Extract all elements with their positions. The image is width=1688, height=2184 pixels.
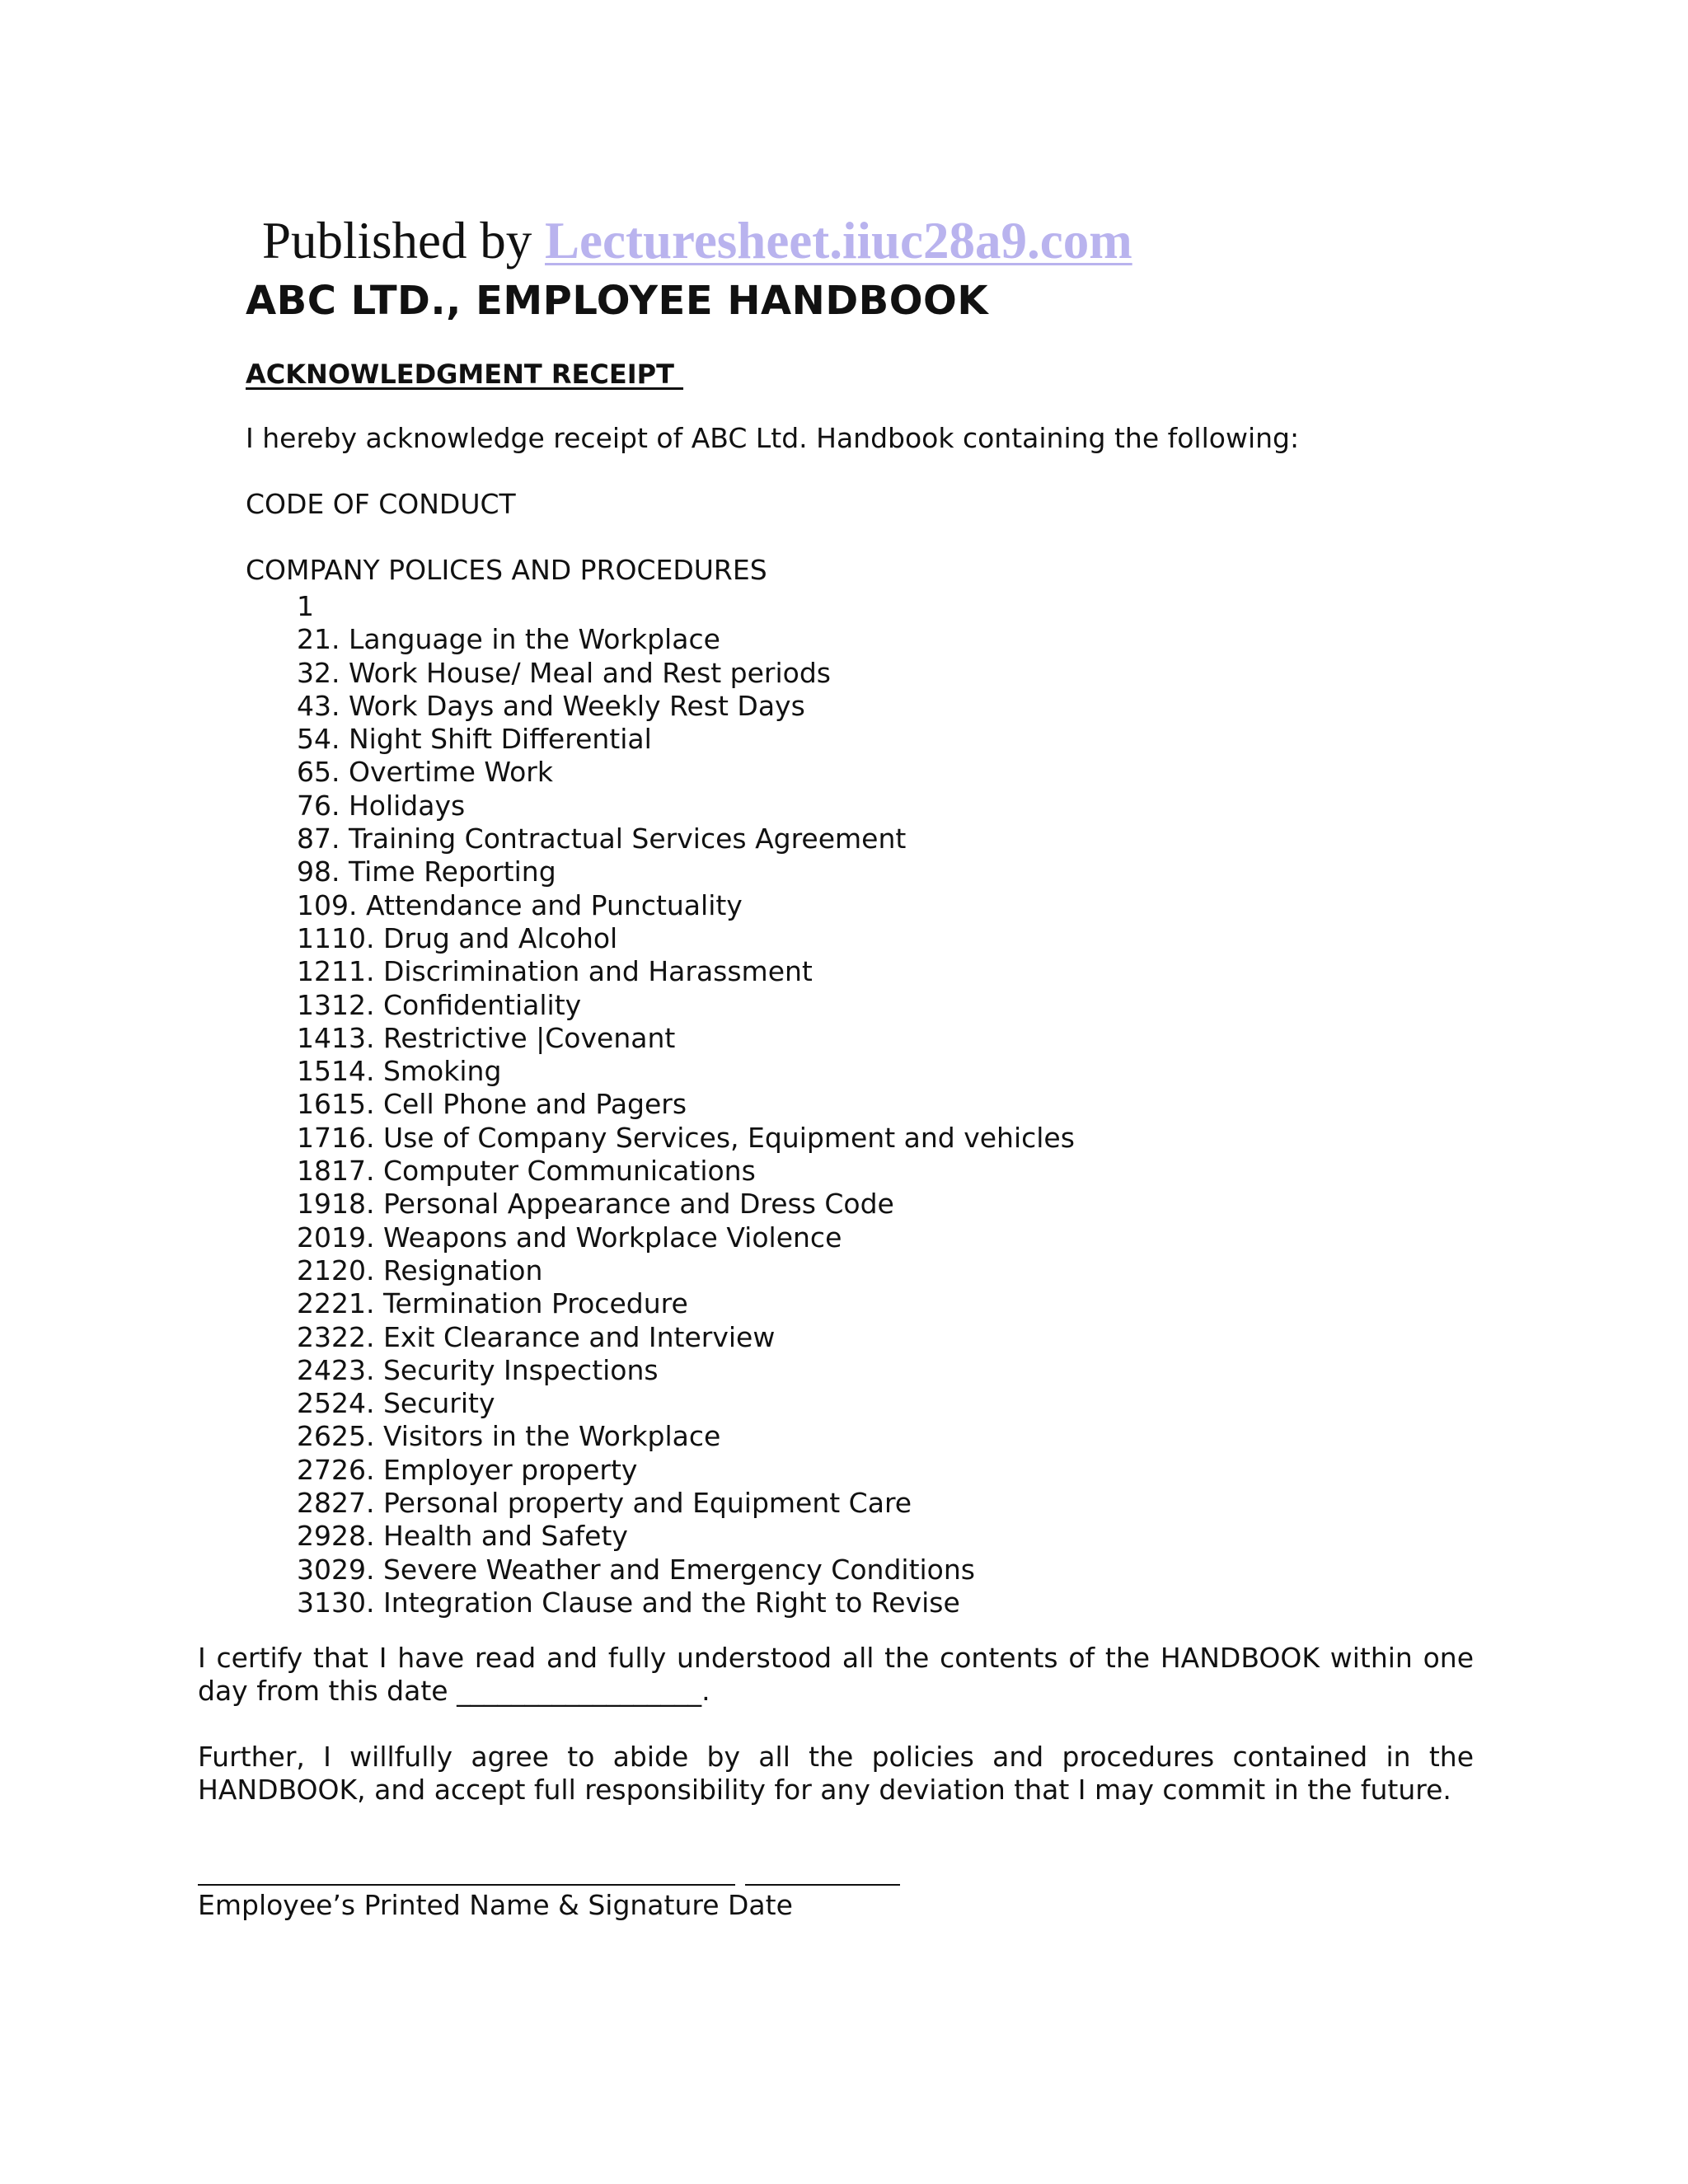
date-line <box>745 1884 900 1886</box>
policy-item: 54. Night Shift Differential <box>297 723 652 756</box>
policy-item: 1918. Personal Appearance and Dress Code <box>297 1188 894 1221</box>
policy-item: 65. Overtime Work <box>297 756 553 789</box>
section-policies: COMPANY POLICES AND PROCEDURES <box>246 554 767 586</box>
policy-item: 21. Language in the Workplace <box>297 623 720 656</box>
publisher-prefix: Published by <box>262 212 546 269</box>
signature-caption: Employee’s Printed Name & Signature Date <box>198 1889 793 1921</box>
policy-item: 1211. Discrimination and Harassment <box>297 955 813 988</box>
policy-item: 2322. Exit Clearance and Interview <box>297 1320 776 1353</box>
policy-item: 2221. Termination Procedure <box>297 1287 688 1320</box>
policy-item: 1413. Restrictive |Covenant <box>297 1021 676 1054</box>
policy-item: 98. Time Reporting <box>297 855 556 888</box>
receipt-heading: ACKNOWLEDGMENT RECEIPT <box>246 359 684 390</box>
publisher-line <box>262 208 1132 274</box>
policy-item: 1 <box>297 590 314 622</box>
policy-item: 43. Work Days and Weekly Rest Days <box>297 689 805 722</box>
policy-item: 2524. Security <box>297 1387 495 1420</box>
policy-item: 87. Training Contractual Services Agreement <box>297 823 907 855</box>
policy-item: 1312. Confidentiality <box>297 988 582 1021</box>
policy-item: 1817. Computer Communications <box>297 1155 756 1188</box>
policy-item: 1716. Use of Company Services, Equipment and vehicles <box>297 1121 1075 1154</box>
policy-item: 3029. Severe Weather and Emergency Conditions <box>297 1553 975 1586</box>
publisher-link[interactable]: Lecturesheet.iiuc28a9.com <box>545 212 1132 269</box>
policy-item: 2827. Personal property and Equipment Care <box>297 1487 912 1520</box>
policy-item: 2423. Security Inspections <box>297 1353 659 1386</box>
policy-item: 3130. Integration Clause and the Right to Revise <box>297 1586 960 1619</box>
policy-list <box>297 590 1075 1619</box>
section-code-of-conduct: CODE OF CONDUCT <box>246 488 516 520</box>
policy-item: 2928. Health and Safety <box>297 1520 628 1553</box>
policy-item: 1615. Cell Phone and Pagers <box>297 1088 687 1121</box>
policy-item: 2726. Employer property <box>297 1453 638 1486</box>
certify-paragraph: I certify that I have read and fully understood all the contents of the HANDBOOK within one day from this date __________________. <box>198 1642 1474 1707</box>
policy-item: 1514. Smoking <box>297 1055 502 1088</box>
policy-item: 109. Attendance and Punctuality <box>297 888 743 921</box>
document-title: ABC LTD., EMPLOYEE HANDBOOK <box>246 278 989 324</box>
agree-paragraph: Further, I willfully agree to abide by all the policies and procedures contained in the HANDBOOK, and accept full responsibility for any deviation that I may commit in the future. <box>198 1741 1474 1806</box>
name-signature-line <box>198 1884 735 1886</box>
intro-text: I hereby acknowledge receipt of ABC Ltd. Handbook containing the following: <box>246 422 1300 454</box>
policy-item: 2625. Visitors in the Workplace <box>297 1420 721 1453</box>
policy-item: 1110. Drug and Alcohol <box>297 921 618 954</box>
policy-item: 32. Work House/ Meal and Rest periods <box>297 656 831 689</box>
policy-item: 2019. Weapons and Workplace Violence <box>297 1221 842 1254</box>
policy-item: 76. Holidays <box>297 789 466 822</box>
policy-item: 2120. Resignation <box>297 1254 543 1286</box>
